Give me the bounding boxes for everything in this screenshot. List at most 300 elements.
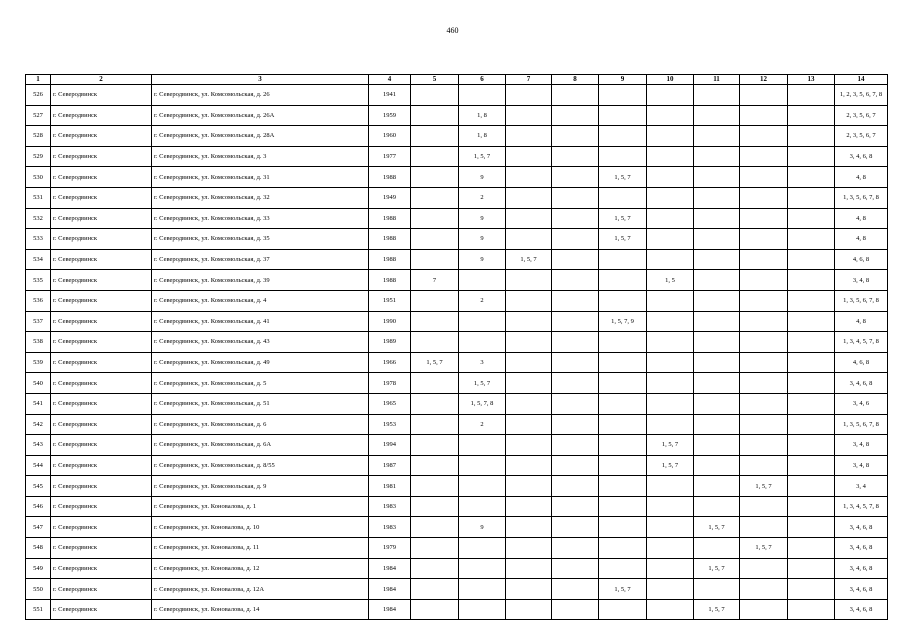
col-9-cell (599, 126, 647, 147)
column-header: 4 (369, 75, 411, 85)
city-cell: г. Северодвинск (51, 167, 152, 188)
col-6-cell: 1, 8 (459, 126, 506, 147)
col-14-cell: 1, 3, 4, 5, 7, 8 (835, 496, 888, 517)
col-12-cell (740, 167, 788, 188)
col-8-cell (552, 208, 599, 229)
table-row (26, 352, 888, 373)
col-13-cell (788, 311, 835, 332)
year-cell: 1989 (369, 332, 411, 353)
col-13-cell (788, 496, 835, 517)
col-11-cell (694, 229, 740, 250)
year-cell: 1984 (369, 558, 411, 579)
col-14-cell: 3, 4, 6, 8 (835, 538, 888, 559)
col-9-cell (599, 538, 647, 559)
year-cell: 1960 (369, 126, 411, 147)
col-14-cell: 2, 3, 5, 6, 7 (835, 126, 888, 147)
col-6-cell: 9 (459, 167, 506, 188)
col-9-cell (599, 85, 647, 106)
col-11-cell (694, 332, 740, 353)
col-13-cell (788, 414, 835, 435)
year-cell: 1978 (369, 373, 411, 394)
col-6-cell (459, 270, 506, 291)
col-14-cell: 1, 3, 4, 5, 7, 8 (835, 332, 888, 353)
col-10-cell (647, 332, 694, 353)
year-cell: 1988 (369, 249, 411, 270)
col-7-cell (506, 146, 552, 167)
col-8-cell (552, 579, 599, 600)
col-6-cell (459, 332, 506, 353)
col-14-cell: 3, 4, 6, 8 (835, 599, 888, 620)
address-cell: г. Северодвинск, ул. Комсомольская, д. 28А (152, 126, 369, 147)
row-number-cell: 537 (26, 311, 51, 332)
col-13-cell (788, 146, 835, 167)
column-header: 14 (835, 75, 888, 85)
column-header: 3 (152, 75, 369, 85)
col-5-cell: 7 (411, 270, 459, 291)
col-10-cell (647, 126, 694, 147)
col-7-cell (506, 352, 552, 373)
col-7-cell (506, 517, 552, 538)
row-number-cell: 544 (26, 455, 51, 476)
col-5-cell (411, 332, 459, 353)
col-7-cell (506, 208, 552, 229)
table-row (26, 270, 888, 291)
col-12-cell (740, 435, 788, 456)
col-10-cell (647, 558, 694, 579)
year-cell: 1941 (369, 85, 411, 106)
col-6-cell (459, 311, 506, 332)
col-5-cell (411, 85, 459, 106)
col-9-cell (599, 332, 647, 353)
column-header: 12 (740, 75, 788, 85)
city-cell: г. Северодвинск (51, 105, 152, 126)
col-8-cell (552, 187, 599, 208)
col-10-cell (647, 290, 694, 311)
col-7-cell (506, 187, 552, 208)
address-cell: г. Северодвинск, ул. Коновалова, д. 12 (152, 558, 369, 579)
table-row (26, 579, 888, 600)
col-6-cell (459, 558, 506, 579)
address-cell: г. Северодвинск, ул. Комсомольская, д. 33 (152, 208, 369, 229)
col-13-cell (788, 538, 835, 559)
col-5-cell (411, 558, 459, 579)
city-cell: г. Северодвинск (51, 290, 152, 311)
col-10-cell (647, 352, 694, 373)
row-number-cell: 531 (26, 187, 51, 208)
column-header: 9 (599, 75, 647, 85)
col-8-cell (552, 311, 599, 332)
col-14-cell: 4, 8 (835, 208, 888, 229)
col-14-cell: 3, 4 (835, 476, 888, 497)
col-6-cell: 9 (459, 249, 506, 270)
column-header: 1 (26, 75, 51, 85)
col-5-cell (411, 187, 459, 208)
col-11-cell (694, 455, 740, 476)
col-8-cell (552, 373, 599, 394)
row-number-cell: 526 (26, 85, 51, 106)
col-12-cell (740, 229, 788, 250)
col-5-cell (411, 229, 459, 250)
col-10-cell: 1, 5, 7 (647, 435, 694, 456)
col-11-cell (694, 311, 740, 332)
col-5-cell (411, 517, 459, 538)
table-row (26, 208, 888, 229)
col-8-cell (552, 105, 599, 126)
col-12-cell (740, 270, 788, 291)
col-12-cell (740, 290, 788, 311)
col-9-cell: 1, 5, 7 (599, 579, 647, 600)
table-row (26, 435, 888, 456)
table-row (26, 373, 888, 394)
col-5-cell (411, 167, 459, 188)
city-cell: г. Северодвинск (51, 414, 152, 435)
col-8-cell (552, 393, 599, 414)
col-5-cell (411, 599, 459, 620)
city-cell: г. Северодвинск (51, 599, 152, 620)
address-cell: г. Северодвинск, ул. Комсомольская, д. 43 (152, 332, 369, 353)
col-9-cell (599, 290, 647, 311)
col-6-cell (459, 496, 506, 517)
city-cell: г. Северодвинск (51, 85, 152, 106)
col-11-cell (694, 167, 740, 188)
col-7-cell (506, 496, 552, 517)
table-row (26, 311, 888, 332)
col-8-cell (552, 229, 599, 250)
col-13-cell (788, 229, 835, 250)
col-7-cell (506, 105, 552, 126)
col-12-cell: 1, 5, 7 (740, 476, 788, 497)
col-5-cell (411, 249, 459, 270)
col-7-cell (506, 373, 552, 394)
city-cell: г. Северодвинск (51, 249, 152, 270)
col-9-cell (599, 517, 647, 538)
col-11-cell (694, 270, 740, 291)
col-10-cell (647, 599, 694, 620)
col-11-cell (694, 496, 740, 517)
row-number-cell: 534 (26, 249, 51, 270)
col-10-cell (647, 373, 694, 394)
col-11-cell (694, 249, 740, 270)
col-12-cell (740, 332, 788, 353)
address-cell: г. Северодвинск, ул. Комсомольская, д. 6А (152, 435, 369, 456)
address-cell: г. Северодвинск, ул. Коновалова, д. 12А (152, 579, 369, 600)
col-5-cell (411, 146, 459, 167)
city-cell: г. Северодвинск (51, 187, 152, 208)
table-body (26, 85, 888, 620)
address-cell: г. Северодвинск, ул. Коновалова, д. 10 (152, 517, 369, 538)
col-13-cell (788, 393, 835, 414)
table-row (26, 332, 888, 353)
col-12-cell (740, 517, 788, 538)
col-11-cell (694, 579, 740, 600)
col-5-cell (411, 455, 459, 476)
address-cell: г. Северодвинск, ул. Комсомольская, д. 31 (152, 167, 369, 188)
col-7-cell (506, 126, 552, 147)
col-9-cell (599, 270, 647, 291)
col-14-cell: 3, 4, 8 (835, 270, 888, 291)
col-11-cell (694, 290, 740, 311)
col-10-cell (647, 579, 694, 600)
city-cell: г. Северодвинск (51, 579, 152, 600)
year-cell: 1953 (369, 414, 411, 435)
col-8-cell (552, 249, 599, 270)
city-cell: г. Северодвинск (51, 229, 152, 250)
city-cell: г. Северодвинск (51, 538, 152, 559)
col-8-cell (552, 290, 599, 311)
col-13-cell (788, 517, 835, 538)
col-9-cell (599, 146, 647, 167)
col-14-cell: 4, 6, 8 (835, 352, 888, 373)
col-7-cell (506, 167, 552, 188)
city-cell: г. Северодвинск (51, 558, 152, 579)
col-5-cell (411, 496, 459, 517)
col-9-cell (599, 105, 647, 126)
col-11-cell (694, 538, 740, 559)
col-10-cell (647, 517, 694, 538)
col-14-cell: 3, 4, 6, 8 (835, 558, 888, 579)
col-14-cell: 4, 6, 8 (835, 249, 888, 270)
year-cell: 1951 (369, 290, 411, 311)
col-14-cell: 4, 8 (835, 311, 888, 332)
col-5-cell (411, 393, 459, 414)
table-row (26, 105, 888, 126)
column-header: 5 (411, 75, 459, 85)
year-cell: 1987 (369, 455, 411, 476)
year-cell: 1966 (369, 352, 411, 373)
row-number-cell: 530 (26, 167, 51, 188)
page-number: 460 (446, 26, 459, 35)
col-5-cell (411, 579, 459, 600)
col-7-cell (506, 332, 552, 353)
col-8-cell (552, 85, 599, 106)
col-8-cell (552, 599, 599, 620)
col-9-cell (599, 249, 647, 270)
col-13-cell (788, 435, 835, 456)
table-row (26, 249, 888, 270)
col-13-cell (788, 249, 835, 270)
col-9-cell (599, 599, 647, 620)
col-11-cell (694, 393, 740, 414)
table-row (26, 85, 888, 106)
col-11-cell (694, 352, 740, 373)
col-9-cell (599, 455, 647, 476)
col-6-cell: 2 (459, 414, 506, 435)
col-8-cell (552, 270, 599, 291)
col-9-cell (599, 496, 647, 517)
col-6-cell: 9 (459, 517, 506, 538)
col-10-cell: 1, 5, 7 (647, 455, 694, 476)
col-7-cell (506, 290, 552, 311)
col-9-cell: 1, 5, 7 (599, 208, 647, 229)
row-number-cell: 532 (26, 208, 51, 229)
row-number-cell: 540 (26, 373, 51, 394)
col-13-cell (788, 579, 835, 600)
col-11-cell (694, 414, 740, 435)
col-8-cell (552, 558, 599, 579)
row-number-cell: 536 (26, 290, 51, 311)
col-12-cell (740, 352, 788, 373)
year-cell: 1959 (369, 105, 411, 126)
address-cell: г. Северодвинск, ул. Комсомольская, д. 9 (152, 476, 369, 497)
row-number-cell: 548 (26, 538, 51, 559)
col-7-cell (506, 414, 552, 435)
row-number-cell: 551 (26, 599, 51, 620)
address-cell: г. Северодвинск, ул. Комсомольская, д. 39 (152, 270, 369, 291)
col-6-cell (459, 476, 506, 497)
col-12-cell: 1, 5, 7 (740, 538, 788, 559)
row-number-cell: 539 (26, 352, 51, 373)
col-12-cell (740, 208, 788, 229)
col-7-cell (506, 599, 552, 620)
col-14-cell: 3, 4, 6, 8 (835, 146, 888, 167)
col-14-cell: 1, 3, 5, 6, 7, 8 (835, 414, 888, 435)
col-12-cell (740, 455, 788, 476)
table-row (26, 393, 888, 414)
table-row (26, 187, 888, 208)
city-cell: г. Северодвинск (51, 311, 152, 332)
col-9-cell: 1, 5, 7, 9 (599, 311, 647, 332)
table-row (26, 414, 888, 435)
col-13-cell (788, 455, 835, 476)
city-cell: г. Северодвинск (51, 270, 152, 291)
column-header: 8 (552, 75, 599, 85)
col-6-cell: 3 (459, 352, 506, 373)
col-5-cell (411, 538, 459, 559)
col-10-cell (647, 311, 694, 332)
col-10-cell (647, 167, 694, 188)
col-14-cell: 1, 2, 3, 5, 6, 7, 8 (835, 85, 888, 106)
table-row (26, 290, 888, 311)
col-9-cell (599, 476, 647, 497)
col-5-cell (411, 126, 459, 147)
city-cell: г. Северодвинск (51, 352, 152, 373)
table-row (26, 167, 888, 188)
col-5-cell (411, 476, 459, 497)
year-cell: 1979 (369, 538, 411, 559)
row-number-cell: 542 (26, 414, 51, 435)
row-number-cell: 529 (26, 146, 51, 167)
col-10-cell (647, 85, 694, 106)
col-8-cell (552, 146, 599, 167)
year-cell: 1988 (369, 229, 411, 250)
year-cell: 1984 (369, 599, 411, 620)
col-9-cell: 1, 5, 7 (599, 167, 647, 188)
col-14-cell: 3, 4, 6 (835, 393, 888, 414)
col-13-cell (788, 599, 835, 620)
col-10-cell: 1, 5 (647, 270, 694, 291)
col-13-cell (788, 290, 835, 311)
col-5-cell (411, 311, 459, 332)
data-table (25, 74, 888, 620)
col-7-cell (506, 476, 552, 497)
col-8-cell (552, 352, 599, 373)
row-number-cell: 545 (26, 476, 51, 497)
city-cell: г. Северодвинск (51, 373, 152, 394)
city-cell: г. Северодвинск (51, 146, 152, 167)
table-row (26, 599, 888, 620)
col-7-cell (506, 435, 552, 456)
year-cell: 1988 (369, 167, 411, 188)
col-6-cell: 1, 8 (459, 105, 506, 126)
col-12-cell (740, 126, 788, 147)
col-6-cell: 2 (459, 290, 506, 311)
year-cell: 1984 (369, 579, 411, 600)
col-6-cell (459, 579, 506, 600)
col-10-cell (647, 393, 694, 414)
col-12-cell (740, 85, 788, 106)
table-row (26, 455, 888, 476)
column-header: 10 (647, 75, 694, 85)
col-9-cell (599, 352, 647, 373)
col-5-cell (411, 290, 459, 311)
col-7-cell (506, 558, 552, 579)
col-10-cell (647, 476, 694, 497)
col-9-cell (599, 393, 647, 414)
table-row (26, 229, 888, 250)
col-10-cell (647, 229, 694, 250)
row-number-cell: 547 (26, 517, 51, 538)
col-11-cell: 1, 5, 7 (694, 599, 740, 620)
year-cell: 1994 (369, 435, 411, 456)
col-12-cell (740, 311, 788, 332)
col-9-cell (599, 558, 647, 579)
year-cell: 1949 (369, 187, 411, 208)
col-13-cell (788, 208, 835, 229)
col-5-cell (411, 208, 459, 229)
col-11-cell (694, 476, 740, 497)
col-14-cell: 3, 4, 6, 8 (835, 579, 888, 600)
address-cell: г. Северодвинск, ул. Комсомольская, д. 35 (152, 229, 369, 250)
col-8-cell (552, 332, 599, 353)
col-7-cell (506, 270, 552, 291)
city-cell: г. Северодвинск (51, 517, 152, 538)
row-number-cell: 533 (26, 229, 51, 250)
address-cell: г. Северодвинск, ул. Коновалова, д. 11 (152, 538, 369, 559)
city-cell: г. Северодвинск (51, 455, 152, 476)
col-12-cell (740, 146, 788, 167)
table-row (26, 126, 888, 147)
col-14-cell: 3, 4, 6, 8 (835, 517, 888, 538)
col-6-cell: 9 (459, 229, 506, 250)
col-13-cell (788, 167, 835, 188)
col-12-cell (740, 187, 788, 208)
col-13-cell (788, 332, 835, 353)
col-11-cell (694, 105, 740, 126)
col-9-cell (599, 435, 647, 456)
col-10-cell (647, 105, 694, 126)
col-14-cell: 2, 3, 5, 6, 7 (835, 105, 888, 126)
table-row (26, 476, 888, 497)
row-number-cell: 527 (26, 105, 51, 126)
col-10-cell (647, 538, 694, 559)
column-header: 2 (51, 75, 152, 85)
column-header: 11 (694, 75, 740, 85)
col-12-cell (740, 599, 788, 620)
table-header-row (26, 75, 888, 85)
col-8-cell (552, 126, 599, 147)
col-6-cell (459, 455, 506, 476)
city-cell: г. Северодвинск (51, 496, 152, 517)
address-cell: г. Северодвинск, ул. Комсомольская, д. 32 (152, 187, 369, 208)
col-13-cell (788, 187, 835, 208)
col-8-cell (552, 517, 599, 538)
col-14-cell: 3, 4, 8 (835, 435, 888, 456)
row-number-cell: 538 (26, 332, 51, 353)
col-8-cell (552, 167, 599, 188)
col-11-cell (694, 435, 740, 456)
col-14-cell: 1, 3, 5, 6, 7, 8 (835, 187, 888, 208)
col-11-cell (694, 146, 740, 167)
